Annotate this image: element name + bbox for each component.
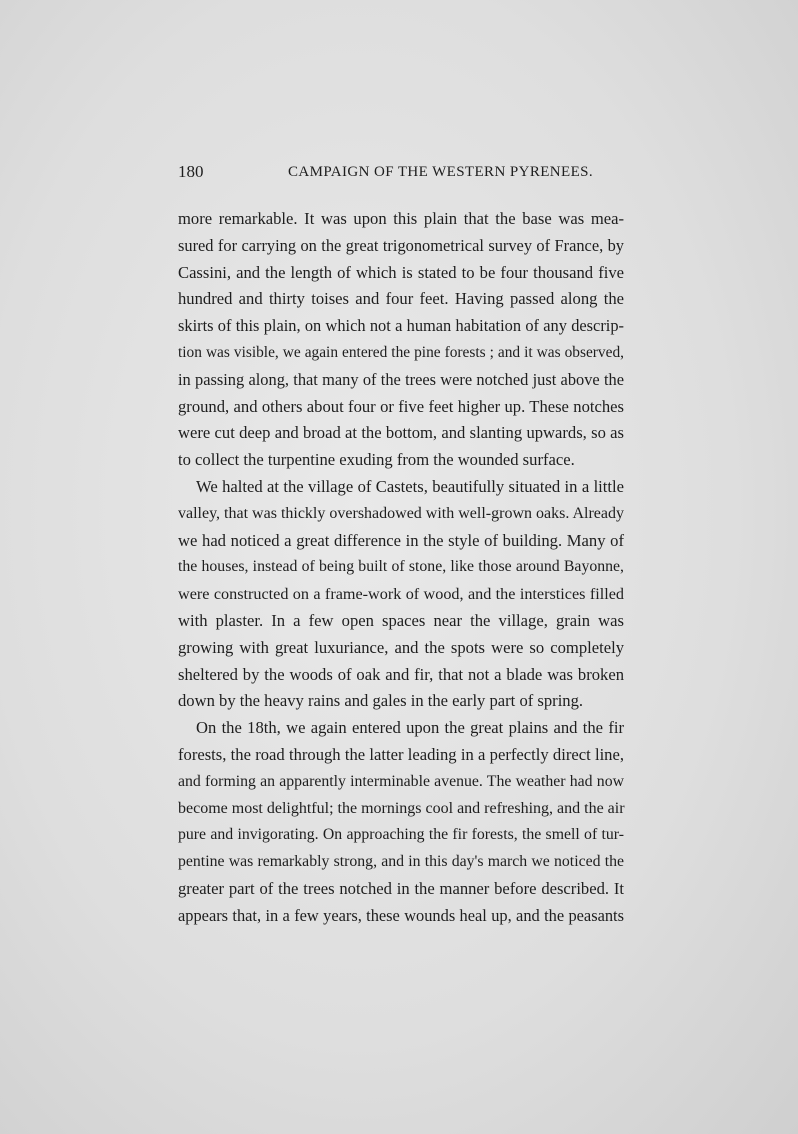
text-line: We halted at the village of Castets, beautifully situated in a little <box>196 476 624 496</box>
text-line: Cassini, and the length of which is stated to be four thousand five <box>178 262 624 282</box>
text-line: more remarkable. It was upon this plain that the base was mea- <box>178 209 624 228</box>
text-line: tion was visible, we again entered the pine forests ; and it was observed, <box>178 343 624 361</box>
text-line: forests, the road through the latter leading in a perfectly direct line, <box>178 744 624 764</box>
text-line: sheltered by the woods of oak and fir, that not a blade was broken <box>178 664 624 684</box>
text-line: pure and invigorating. On approaching the fir forests, the smell of tur- <box>178 826 624 844</box>
text-line: sured for carrying on the great trigonometrical survey of France, by <box>178 235 624 255</box>
text-line: the houses, instead of being built of stone, like those around Bayonne, <box>178 558 624 576</box>
running-header <box>178 162 625 184</box>
text-line: down by the heavy rains and gales in the early part of spring. <box>178 691 584 711</box>
body-text <box>178 206 624 930</box>
text-line: become most delightful; the mornings cool and refreshing, and the air <box>178 799 625 817</box>
text-line: with plaster. In a few open spaces near the village, grain was <box>178 610 624 630</box>
page-number: 180 <box>178 162 204 181</box>
text-line: were constructed on a frame-work of wood, and the interstices filled <box>178 585 624 604</box>
text-line: and forming an apparently interminable avenue. The weather had now <box>178 772 624 790</box>
text-line: were cut deep and broad at the bottom, and slanting upwards, so as <box>178 423 624 443</box>
text-line: greater part of the trees notched in the manner before described. It <box>178 878 624 898</box>
text-line: appears that, in a few years, these wounds heal up, and the peasants <box>178 905 624 925</box>
running-title: CAMPAIGN OF THE WESTERN PYRENEES. <box>288 164 594 180</box>
text-line: to collect the turpentine exuding from the wounded surface. <box>178 450 575 470</box>
text-line: pentine was remarkably strong, and in this day's march we noticed the <box>178 853 624 871</box>
text-line: we had noticed a great difference in the style of building. Many of <box>178 530 624 550</box>
text-line: in passing along, that many of the trees were notched just above the <box>178 369 624 389</box>
text-line: valley, that was thickly overshadowed with well-grown oaks. Already <box>178 504 624 522</box>
text-line: ground, and others about four or five feet higher up. These notches <box>178 396 624 416</box>
text-line: On the 18th, we again entered upon the great plains and the fir <box>196 718 624 738</box>
text-line: growing with great luxuriance, and the spots were so completely <box>178 637 624 657</box>
text-line: skirts of this plain, on which not a human habitation of any descrip- <box>178 316 624 336</box>
text-line: hundred and thirty toises and four feet. Having passed along the <box>178 289 624 309</box>
